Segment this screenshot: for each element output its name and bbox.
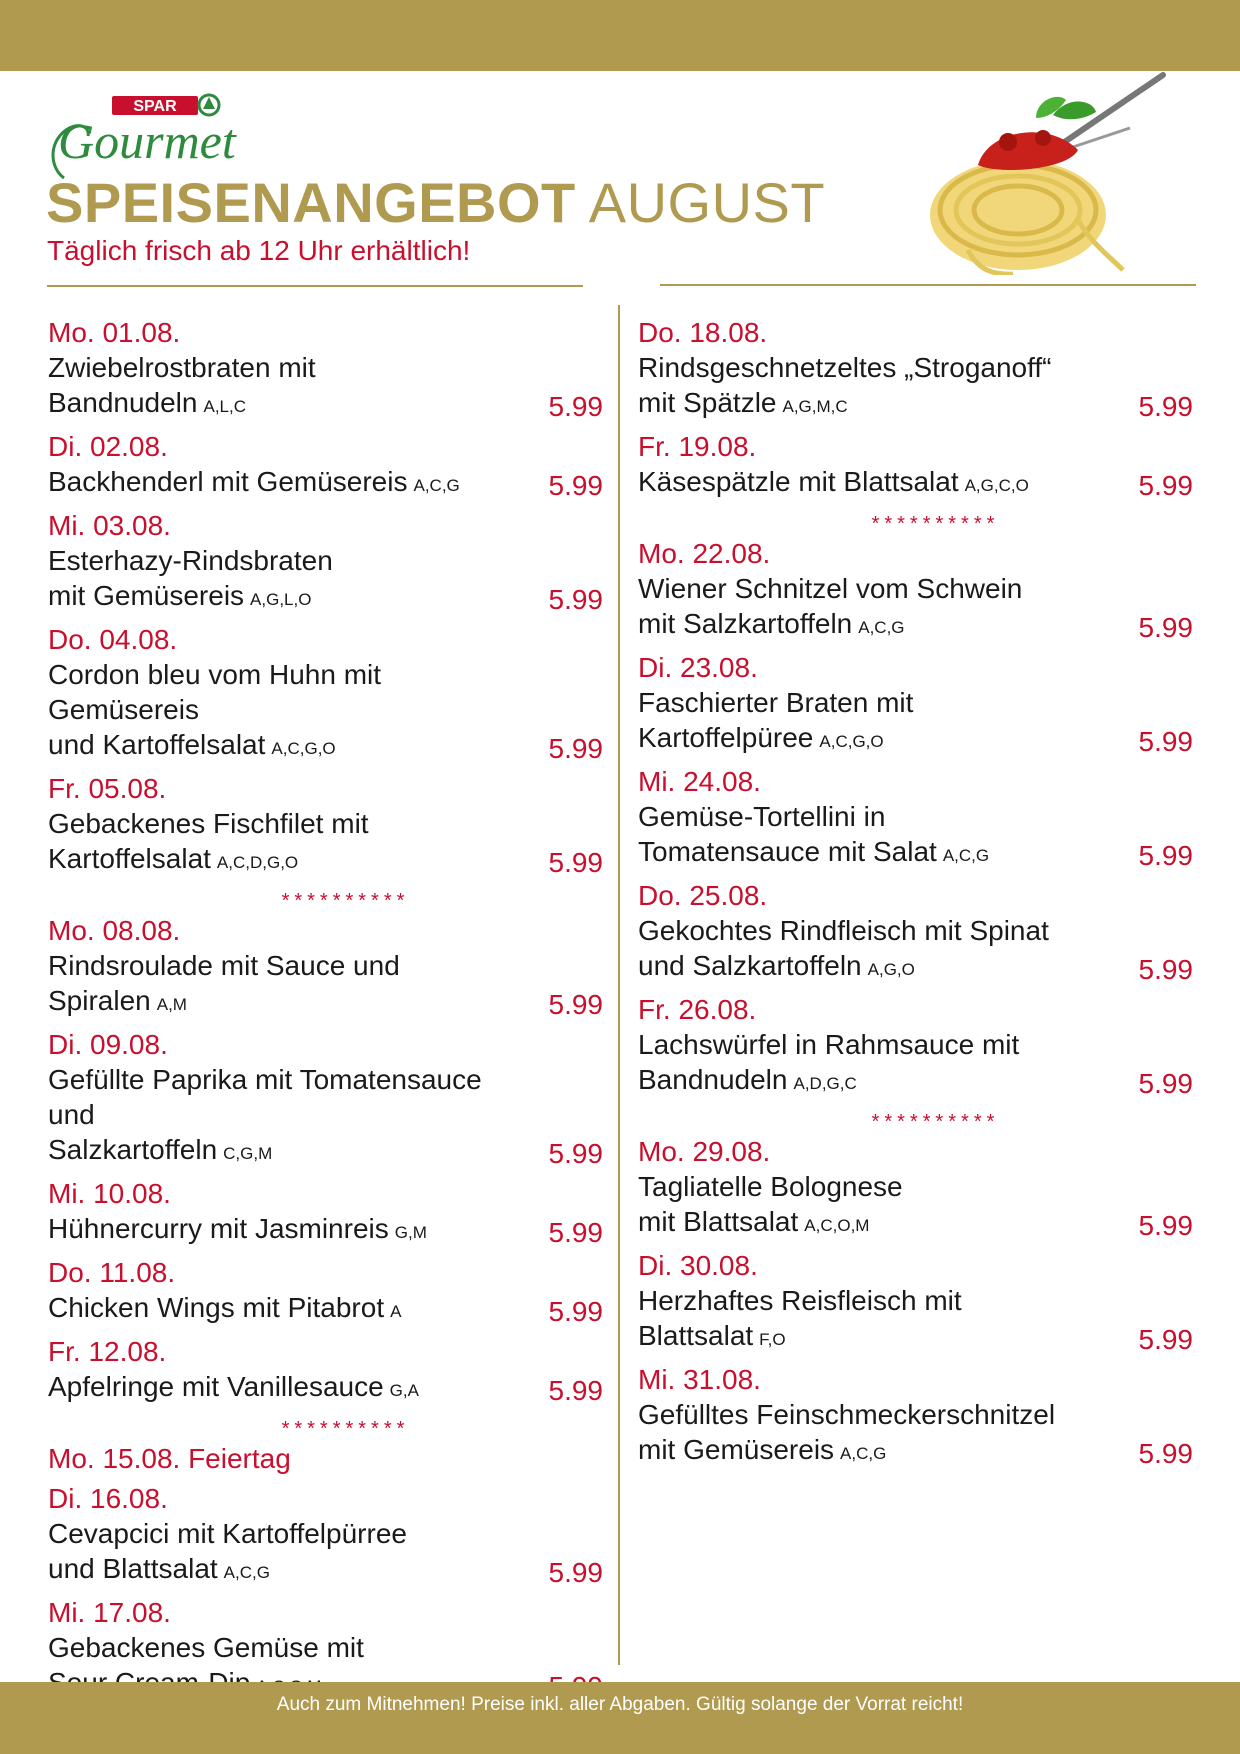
allergen-codes: G,M — [394, 1223, 427, 1242]
menu-entry — [638, 765, 1193, 873]
dish-text: Gefüllte Paprika mit Tomatensauce und — [48, 1064, 482, 1130]
menu-entry — [638, 879, 1193, 987]
entry-date: Mo. 22.08. — [638, 538, 771, 569]
dish-text: mit Gemüsereis — [48, 580, 245, 611]
allergen-codes: A,C,G — [942, 846, 990, 865]
entry-date: Mi. 31.08. — [638, 1364, 761, 1395]
allergen-codes: A,D,G,C — [793, 1074, 857, 1093]
menu-entry — [48, 1028, 603, 1171]
dish-line — [638, 834, 1098, 873]
allergen-codes: A,C,G,O — [271, 739, 336, 758]
dish-text: Gekochtes Rindfleisch mit Spinat — [638, 915, 1049, 946]
dish-line — [638, 385, 1098, 424]
dish-line — [638, 571, 1098, 606]
menu-entry — [48, 430, 603, 503]
menu-entry — [638, 430, 1193, 503]
menu-column-left — [48, 316, 603, 1710]
entry-price: 5.99 — [548, 391, 603, 422]
dish-text: Faschierter Braten mit — [638, 687, 914, 718]
dish-text: Tagliatelle Bolognese — [638, 1171, 903, 1202]
entry-price: 5.99 — [548, 733, 603, 764]
entry-dish — [48, 806, 603, 880]
allergen-codes: A,L,C — [203, 397, 247, 416]
dish-text: Salzkartoffeln — [48, 1134, 218, 1165]
entry-date: Mi. 17.08. — [48, 1597, 171, 1628]
dish-line — [638, 1283, 1098, 1357]
separator: ********** — [281, 1418, 410, 1440]
menu-entry — [48, 1335, 603, 1408]
entry-dish — [48, 350, 603, 424]
menu-entry — [638, 316, 1193, 424]
entry-dish — [48, 464, 603, 503]
entry-dish — [48, 1516, 603, 1590]
allergen-codes: A,C,G,O — [819, 732, 884, 751]
dish-text: Gemüse-Tortellini in — [638, 801, 886, 832]
entry-price: 5.99 — [1138, 1210, 1193, 1241]
entry-dish — [48, 948, 603, 1022]
entry-date: Mo. 01.08. — [48, 317, 181, 348]
entry-dish — [638, 464, 1193, 503]
dish-line — [48, 1516, 508, 1551]
dish-text: mit Spätzle — [638, 387, 777, 418]
dish-line — [48, 806, 508, 841]
entry-date: Mo. 29.08. — [638, 1136, 771, 1167]
title-month: AUGUST — [588, 171, 826, 234]
menu-entry — [48, 1256, 603, 1329]
dish-text: Tomatensauce mit Salat — [638, 836, 937, 867]
dish-text: Kartoffelsalat — [48, 843, 211, 874]
dish-text: Esterhazy-Rindsbraten — [48, 545, 333, 576]
allergen-codes: A — [390, 1302, 402, 1321]
dish-text: Käsespätzle mit Blattsalat — [638, 466, 959, 497]
entry-dish — [48, 1062, 603, 1171]
dish-line — [48, 1630, 508, 1665]
title-bold: SPEISENANGEBOT — [46, 171, 576, 234]
column-divider — [618, 305, 620, 1665]
allergen-codes: A,C,G — [413, 476, 460, 495]
dish-text: Wiener Schnitzel vom Schwein — [638, 573, 1023, 604]
header-rule-left — [47, 285, 583, 287]
entry-price: 5.99 — [1138, 470, 1193, 501]
menu-column-right — [638, 316, 1193, 1477]
allergen-codes: A,M — [156, 995, 187, 1014]
entry-price: 5.99 — [548, 847, 603, 878]
dish-line — [48, 464, 508, 503]
dish-line — [638, 1432, 1098, 1471]
dish-text: und Kartoffelsalat — [48, 729, 266, 760]
menu-entry — [638, 993, 1193, 1101]
dish-line — [48, 1132, 508, 1171]
footer-text: Auch zum Mitnehmen! Preise inkl. aller Abgaben. Gültig solange der Vorrat reicht! — [276, 1694, 964, 1715]
separator: ********** — [871, 513, 1000, 535]
allergen-codes: F,O — [759, 1330, 786, 1349]
dish-line — [48, 657, 508, 727]
dish-text: Gefülltes Feinschmeckerschnitzel — [638, 1399, 1056, 1430]
menu-entry — [48, 1442, 603, 1476]
dish-line — [48, 1369, 508, 1408]
dish-line — [638, 685, 1098, 720]
separator: ********** — [281, 890, 410, 912]
top-band — [0, 0, 1240, 71]
dish-line — [48, 543, 508, 578]
entry-price: 5.99 — [1138, 1324, 1193, 1355]
dish-text: Zwiebelrostbraten mit Bandnudeln — [48, 352, 316, 418]
dish-line — [638, 799, 1098, 834]
entry-dish — [48, 1369, 603, 1408]
dish-text: Gebackenes Gemüse mit — [48, 1632, 364, 1663]
entry-price: 5.99 — [1138, 1438, 1193, 1469]
dish-text: Hühnercurry mit Jasminreis — [48, 1213, 389, 1244]
dish-text: Kartoffelpüree — [638, 722, 814, 753]
entry-price: 5.99 — [548, 1557, 603, 1588]
dish-line — [48, 1290, 508, 1329]
entry-date: Do. 25.08. — [638, 880, 768, 911]
allergen-codes: G,A — [389, 1381, 419, 1400]
entry-price: 5.99 — [548, 989, 603, 1020]
dish-text: Bandnudeln — [638, 1064, 788, 1095]
entry-date: Di. 23.08. — [638, 652, 758, 683]
menu-entry — [48, 914, 603, 1022]
entry-dish — [638, 350, 1193, 424]
dish-text: Rindsroulade mit Sauce und Spiralen — [48, 950, 400, 1016]
entry-date: Fr. 26.08. — [638, 994, 757, 1025]
menu-entry — [638, 1135, 1193, 1243]
entry-date: Fr. 05.08. — [48, 773, 167, 804]
dish-line — [48, 1062, 508, 1132]
dish-text: Apfelringe mit Vanillesauce — [48, 1371, 384, 1402]
entry-price: 5.99 — [548, 1217, 603, 1248]
dish-line — [638, 1397, 1098, 1432]
dish-line — [638, 606, 1098, 645]
menu-entry — [48, 623, 603, 766]
dish-line — [638, 1204, 1098, 1243]
entry-dish — [638, 571, 1193, 645]
entry-date: Do. 11.08. — [48, 1257, 176, 1288]
dish-text: Backhenderl mit Gemüsereis — [48, 466, 408, 497]
menu-entry — [48, 1482, 603, 1590]
allergen-codes: A,C,O,M — [804, 1216, 870, 1235]
logo-script-text: Gourmet — [58, 113, 236, 169]
allergen-codes: A,G,O — [867, 960, 915, 979]
dish-line — [48, 578, 508, 617]
allergen-codes: A,G,L,O — [250, 590, 312, 609]
logo-brand-text: SPAR — [133, 98, 177, 115]
dish-line — [638, 1062, 1098, 1101]
entry-date: Mi. 03.08. — [48, 510, 171, 541]
dish-line — [638, 1169, 1098, 1204]
menu-entry — [638, 537, 1193, 645]
entry-date: Do. 18.08. — [638, 317, 768, 348]
dish-text: mit Blattsalat — [638, 1206, 799, 1237]
subtitle: Täglich frisch ab 12 Uhr erhältlich! — [47, 235, 471, 266]
menu-entry — [48, 509, 603, 617]
entry-dish — [48, 543, 603, 617]
entry-price: 5.99 — [1138, 1068, 1193, 1099]
entry-date: Mo. 15.08. Feiertag — [48, 1443, 291, 1474]
dish-text: und Salzkartoffeln — [638, 950, 862, 981]
dish-line — [638, 1027, 1098, 1062]
entry-date: Fr. 19.08. — [638, 431, 757, 462]
allergen-codes: A,G,M,C — [782, 397, 848, 416]
entry-price: 5.99 — [548, 1296, 603, 1327]
page-title — [46, 170, 825, 236]
allergen-codes: A,C,G — [858, 618, 905, 637]
menu-entry — [638, 651, 1193, 759]
entry-date: Mi. 10.08. — [48, 1178, 171, 1209]
dish-line — [48, 1211, 508, 1250]
menu-entry — [48, 772, 603, 880]
allergen-codes: A,G,C,O — [964, 476, 1029, 495]
entry-dish — [638, 799, 1193, 873]
entry-date: Mo. 08.08. — [48, 915, 181, 946]
dish-text: Rindsgeschnetzeltes „Stroganoff“ — [638, 352, 1052, 383]
dish-text: mit Gemüsereis — [638, 1434, 835, 1465]
entry-price: 5.99 — [1138, 612, 1193, 643]
spaghetti-fork-image — [918, 70, 1168, 275]
dish-line — [638, 720, 1098, 759]
dish-text: mit Salzkartoffeln — [638, 608, 853, 639]
dish-text: Cordon bleu vom Huhn mit Gemüsereis — [48, 659, 382, 725]
entry-date: Mi. 24.08. — [638, 766, 761, 797]
entry-price: 5.99 — [548, 584, 603, 615]
menu-entry — [48, 316, 603, 424]
entry-price: 5.99 — [1138, 391, 1193, 422]
dish-text: Chicken Wings mit Pitabrot — [48, 1292, 385, 1323]
entry-date: Di. 16.08. — [48, 1483, 168, 1514]
entry-price: 5.99 — [548, 1138, 603, 1169]
entry-dish — [638, 1283, 1193, 1357]
menu-entry — [48, 1177, 603, 1250]
dish-text: Cevapcici mit Kartoffelpürree — [48, 1518, 407, 1549]
menu-entry — [638, 1249, 1193, 1357]
entry-dish — [638, 1027, 1193, 1101]
dish-text: Gebackenes Fischfilet mit — [48, 808, 369, 839]
dish-line — [48, 727, 508, 766]
allergen-codes: A,C,G — [840, 1444, 887, 1463]
dish-line — [638, 948, 1098, 987]
dish-text: Lachswürfel in Rahmsauce mit — [638, 1029, 1020, 1060]
allergen-codes: C,G,M — [223, 1144, 273, 1163]
entry-date: Fr. 12.08. — [48, 1336, 167, 1367]
dish-line — [48, 948, 508, 1022]
entry-dish — [48, 1290, 603, 1329]
entry-date: Di. 30.08. — [638, 1250, 758, 1281]
menu-entry — [638, 1363, 1193, 1471]
dish-line — [638, 350, 1098, 385]
entry-date: Do. 04.08. — [48, 624, 178, 655]
dish-text: und Blattsalat — [48, 1553, 218, 1584]
dish-text: Herzhaftes Reisfleisch mit Blattsalat — [638, 1285, 962, 1351]
entry-price: 5.99 — [548, 470, 603, 501]
entry-date: Di. 09.08. — [48, 1029, 168, 1060]
entry-dish — [638, 913, 1193, 987]
entry-dish — [638, 685, 1193, 759]
dish-line — [48, 1551, 508, 1590]
dish-line — [638, 913, 1098, 948]
entry-price: 5.99 — [548, 1375, 603, 1406]
entry-price: 5.99 — [1138, 726, 1193, 757]
dish-line — [638, 464, 1098, 503]
entry-dish — [638, 1397, 1193, 1471]
entry-dish — [48, 1211, 603, 1250]
entry-dish — [638, 1169, 1193, 1243]
entry-dish — [48, 657, 603, 766]
separator: ********** — [871, 1111, 1000, 1133]
dish-line — [48, 350, 508, 424]
entry-price: 5.99 — [1138, 954, 1193, 985]
header-rule-right — [660, 284, 1196, 286]
allergen-codes: A,C,G — [223, 1563, 270, 1582]
entry-price: 5.99 — [1138, 840, 1193, 871]
entry-date: Di. 02.08. — [48, 431, 168, 462]
dish-line — [48, 841, 508, 880]
allergen-codes: A,C,D,G,O — [216, 853, 299, 872]
